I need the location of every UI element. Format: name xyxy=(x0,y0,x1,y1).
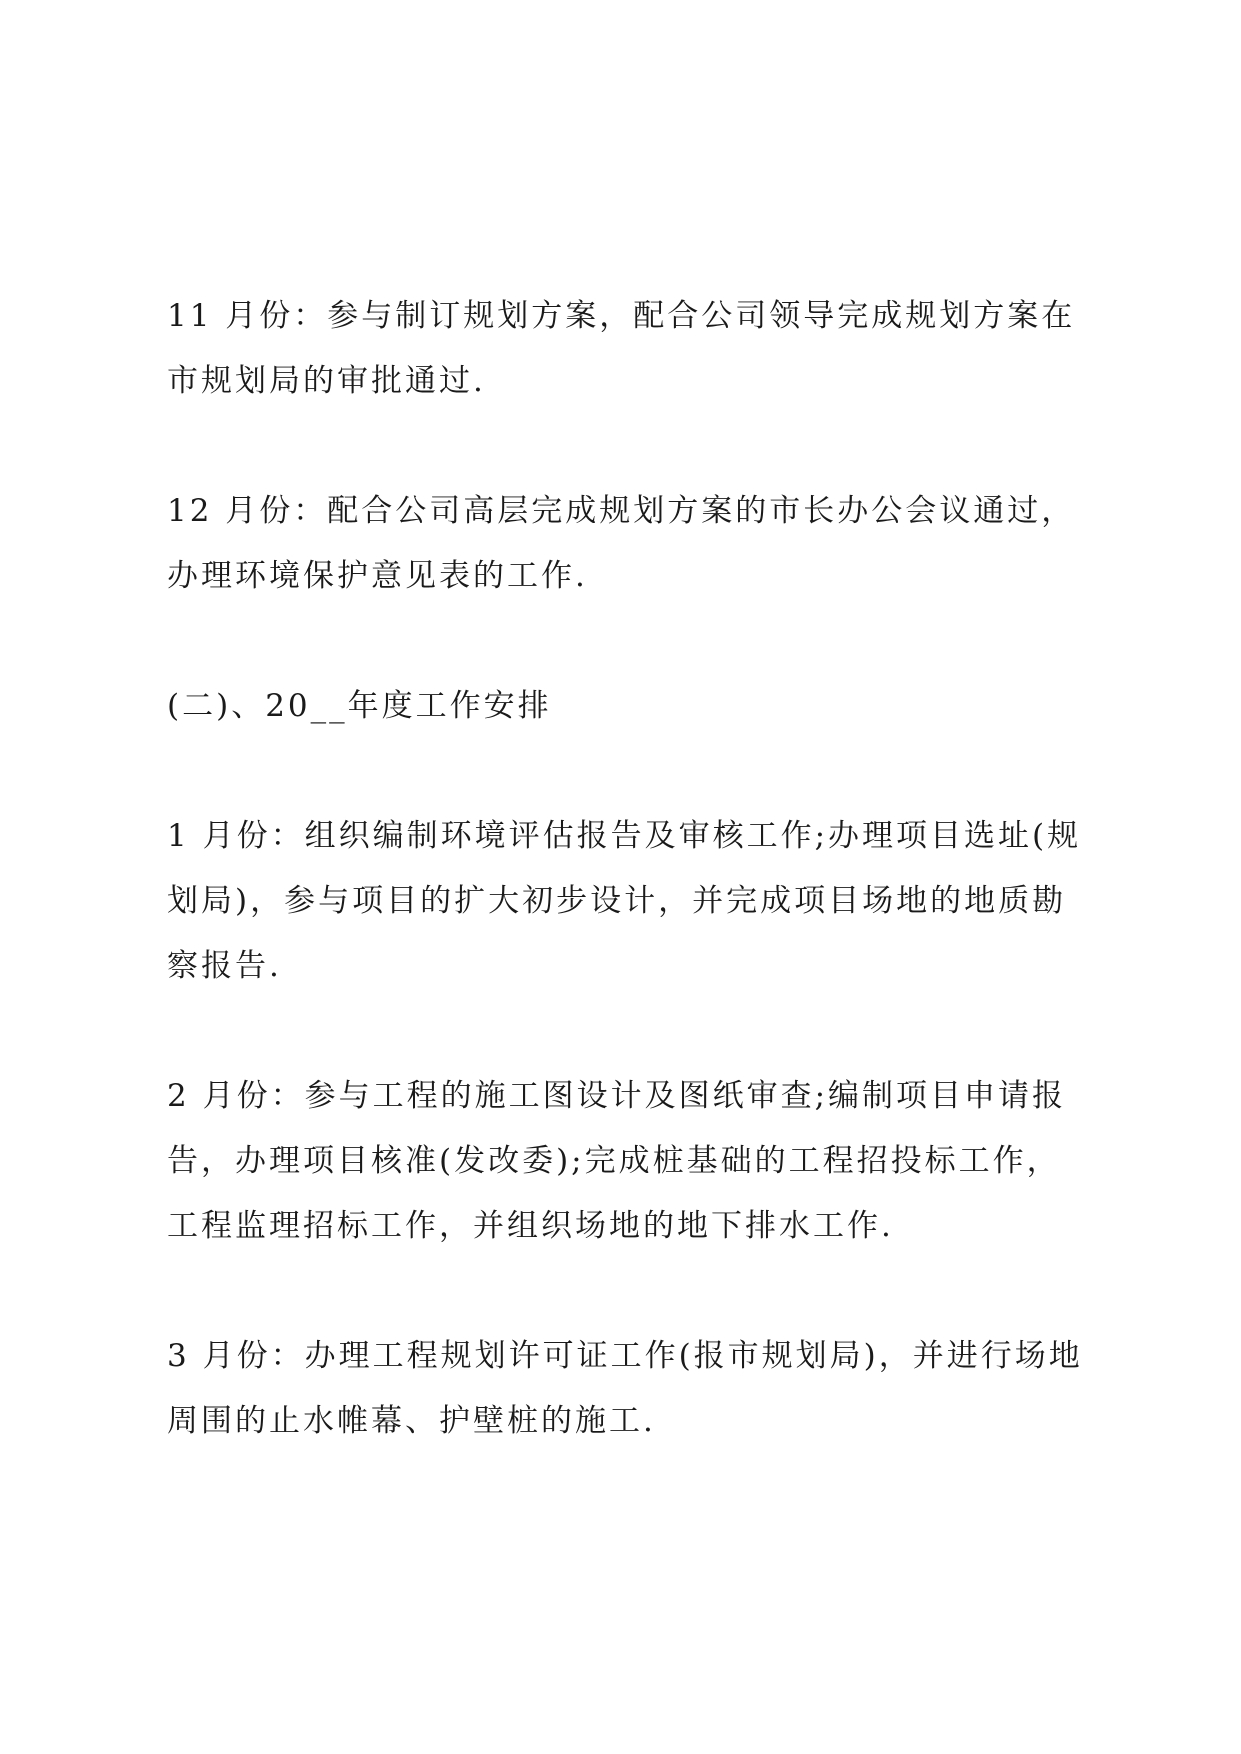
paragraph-january: 1 月份：组织编制环境评估报告及审核工作;办理项目选址(规划局)，参与项目的扩大初步设计，并完成项目场地的地质勘察报告. xyxy=(167,818,1082,984)
paragraph-february: 2 月份：参与工程的施工图设计及图纸审查;编制项目申请报告，办理项目核准(发改委);完成桩基础的工程招投标工作，工程监理招标工作，并组织场地的地下排水工作. xyxy=(167,1078,1067,1244)
document-body xyxy=(167,284,1087,1519)
paragraph-december: 12 月份：配合公司高层完成规划方案的市长办公会议通过，办理环境保护意见表的工作. xyxy=(167,493,1076,594)
paragraph-november: 11 月份：参与制订规划方案，配合公司领导完成规划方案在市规划局的审批通过. xyxy=(167,298,1076,399)
paragraph-march: 3 月份：办理工程规划许可证工作(报市规划局)，并进行场地周围的止水帷幕、护壁桩的施工. xyxy=(167,1338,1083,1439)
section-heading: (二)、20__年度工作安排 xyxy=(167,688,552,724)
